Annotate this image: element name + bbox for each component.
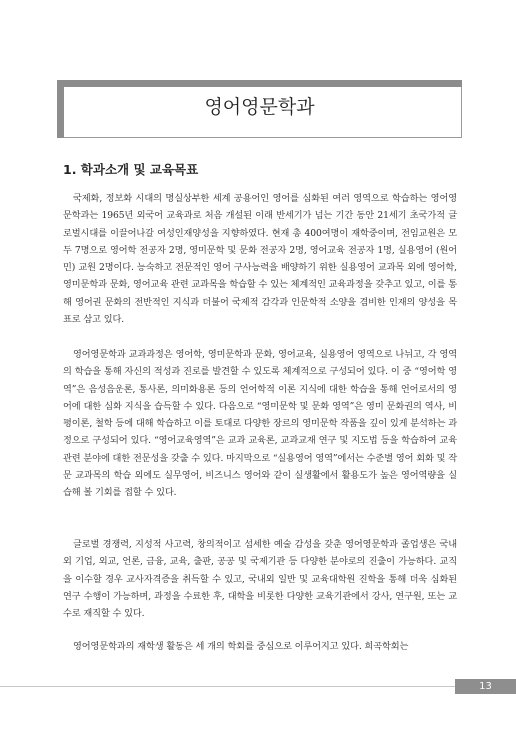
footer-rule — [0, 686, 455, 687]
paragraph-activities: 영어영문학과의 재학생 활동은 세 개의 학회를 중심으로 이루어지고 있다. 희곡학회는 — [73, 641, 409, 652]
section-heading: 1. 학과소개 및 교육목표 — [63, 162, 199, 177]
page-title: 영어영문학과 — [204, 96, 315, 118]
paragraph-curriculum: 영어영문학과 교과과정은 영어학, 영미문학과 문화, 영어교육, 실용영어 영역으로 나뉘고, 각 영역의 학습을 통해 자신의 적성과 진로를 발견할 수 있도록 체계적으로 구성되어 있다. 이 중 “영어학 영역”은 음성음운론, 통사론, 의미화용론 등의 언어학적 이론 지식에 대한 학습을 통해 언어로서의 영어에 대한 심화 지식을 습득할 수 있다. 다음으로 “영미문학 및 문화 영역”은 영미 문화권의 역사, 비평이론, 철학 등에 대해 학습하고 이를 토대로 다양한 장르의 영미문학 작품을 깊이 있게 분석하는 과정으로 구성되어 있다. “영어교육영역”은 교과 교육론, 교과교재 연구 및 지도법 등을 학습하여 교육 관련 분야에 대한 전문성을 갖출 수 있다. 마지막으로 “실용영어 영역”에서는 수준별 영어 회화 및 작문 교과목의 학습 외에도 실무영어, 비즈니스 영어와 같이 실생활에서 활용도가 높은 영어역량을 실습해 볼 기회를 접할 수 있다. — [63, 349, 457, 499]
page-number: 13 — [479, 681, 492, 692]
title-frame-top-bar — [57, 80, 462, 87]
paragraph-careers: 글로벌 경쟁력, 지성적 사고력, 창의적이고 섬세한 예술 감성을 갖춘 영어영문학과 졸업생은 국내외 기업, 외교, 언론, 금융, 교육, 출판, 공공 및 국제기관 등 다양한 분야로의 진출이 가능하다. 교직을 이수할 경우 교사자격증을 취득할 수 있고, 국내외 일반 및 교육대학원 진학을 통해 더욱 심화된 연구 수행이 가능하며, 과정을 수료한 후, 대학을 비롯한 다양한 교육기관에서 강사, 연구원, 또는 교수로 재직할 수 있다. — [63, 539, 457, 620]
paragraph-intro: 국제화, 정보화 시대의 명실상부한 세계 공용어인 영어를 심화된 여러 영역으로 학습하는 영어영문학과는 1965년 외국어 교육과로 처음 개설된 이래 반세기가 넘는 기간 동안 21세기 초국가적 글로벌시대를 이끌어나갈 여성인재양성을 지향하였다. 현재 총 400여명이 재학중이며, 전임교원은 모두 7명으로 영어학 전공자 2명, 영미문학 및 문화 전공자 2명, 영어교육 전공자 1명, 실용영어 (원어민) 교원 2명이다. 능숙하고 전문적인 영어 구사능력을 배양하기 위한 실용영어 교과목 외에 영어학, 영미문학과 문화, 영어교육 관련 교과목을 학습할 수 있는 체계적인 교육과정을 갖추고 있고, 이를 통해 영어권 문화의 전반적인 지식과 더불어 국제적 감각과 인문학적 소양을 겸비한 인재의 양성을 목표로 삼고 있다. — [63, 193, 457, 326]
